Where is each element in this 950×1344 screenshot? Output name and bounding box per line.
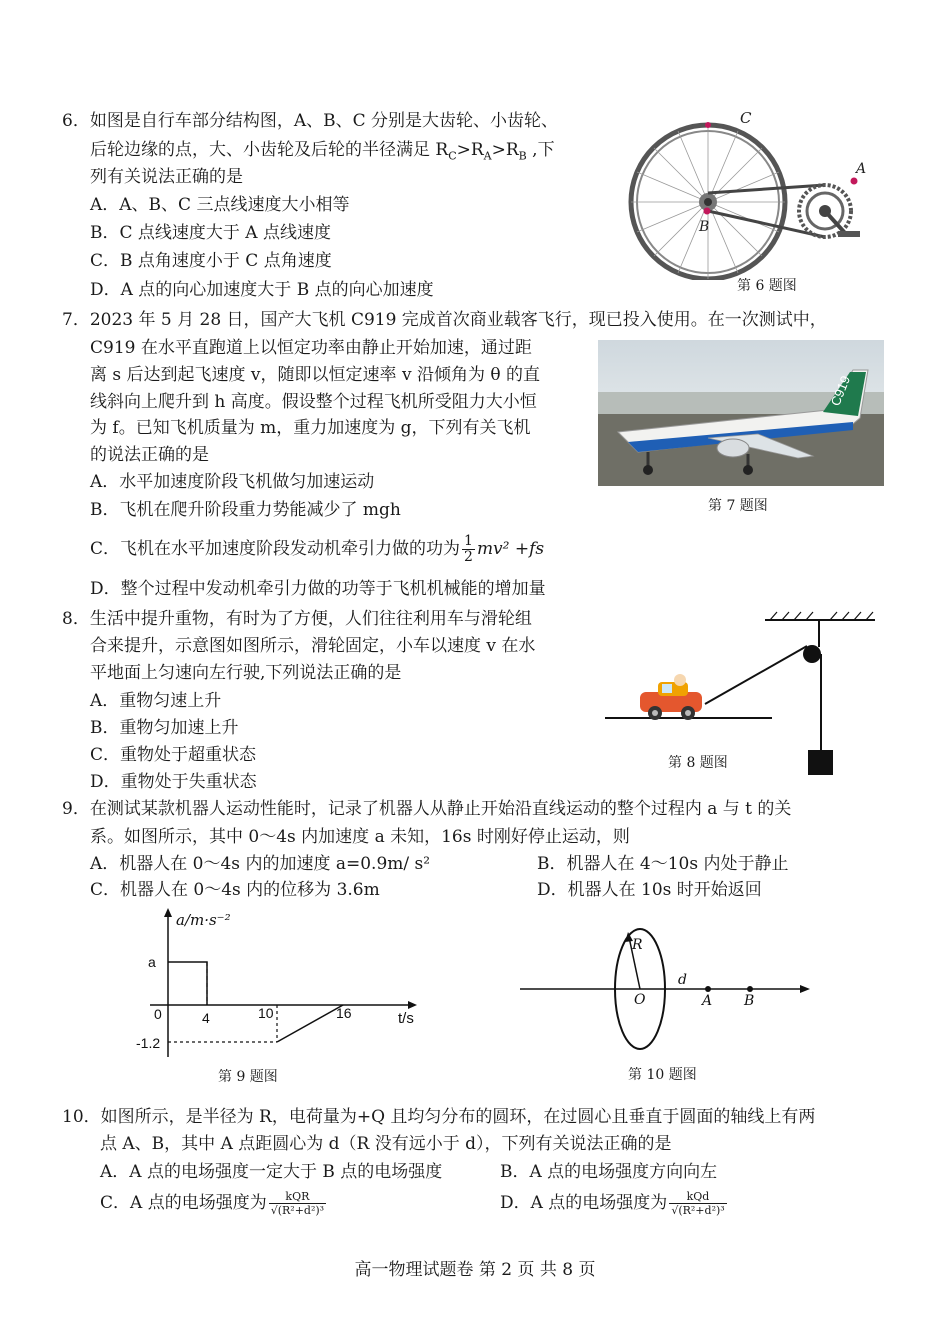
q6-line-2: 后轮边缘的点，大、小齿轮及后轮的半径满足 $R_C>R_A>R_B$ ,下	[90, 140, 555, 163]
q8-option-d: D．重物处于失重状态	[90, 772, 257, 792]
q9-line-2: 系。如图所示，其中 0～4s 内加速度 a 未知，16s 时刚好停止运动，则	[90, 827, 630, 847]
x-tick-10: 10	[258, 1005, 274, 1021]
bicycle-figure	[620, 105, 890, 280]
q8-option-c: C．重物处于超重状态	[90, 745, 257, 765]
q7-option-a: A．水平加速度阶段飞机做匀加速运动	[90, 472, 375, 492]
page-footer: 高一物理试题卷 第 2 页 共 8 页	[354, 1260, 596, 1280]
q10-option-c: C．A 点的电场强度为 $\frac{\text{kQR}}{\text{√(R²+d²)³}}$	[100, 1190, 325, 1217]
q10-option-b: B．A 点的电场强度方向向左	[500, 1162, 718, 1182]
q6-option-d: D．A 点的向心加速度大于 B 点的向心加速度	[90, 280, 434, 300]
q6-option-b: B．C 点线速度大于 A 点线速度	[90, 223, 331, 243]
distance-d-label: d	[678, 972, 687, 988]
q8-line-1: 8．生活中提升重物，有时为了方便，人们往往利用车与滑轮组	[62, 609, 532, 629]
q9-option-a: A．机器人在 0～4s 内的加速度 a=0.9m/ s²	[90, 854, 431, 874]
q7-option-c: C．飞机在水平加速度阶段发动机牵引力做的功为 $\frac{1}{2}$ mv² +fs	[90, 533, 545, 565]
q7-line-5: 为 f。已知飞机质量为 m，重力加速度为 g，下列有关飞机	[90, 418, 531, 438]
q6-option-c: C．B 点角速度小于 C 点角速度	[90, 251, 332, 271]
plane-tail-text: C919	[827, 373, 854, 409]
q10-option-d: D．A 点的电场强度为 $\frac{\text{kQd}}{\text{√(R²+d²)³}}$	[500, 1190, 725, 1217]
y-tick-neg: -1.2	[136, 1035, 161, 1051]
graph-y-axis-label: a/m·s⁻²	[176, 911, 231, 929]
q7-line-6: 的说法正确的是	[90, 445, 209, 465]
q7-line-1: 7．2023 年 5 月 28 日，国产大飞机 C919 完成首次商业载客飞行，现已投入使用。在一次测试中，	[62, 310, 827, 330]
q8-line-3: 平地面上匀速向左行驶,下列说法正确的是	[90, 663, 402, 683]
field-formula-d: $\frac{\text{kQd}}{\text{√(R²+d²)³}}$	[671, 1190, 725, 1217]
q7-option-d: D．整个过程中发动机牵引力做的功等于飞机机械能的增加量	[90, 579, 546, 599]
x-tick-0: 0	[154, 1006, 162, 1022]
q8-option-a: A．重物匀速上升	[90, 691, 222, 711]
charged-ring-figure	[515, 922, 815, 1057]
graph-x-axis-label: t/s	[398, 1010, 414, 1027]
point-b-label: B	[744, 993, 755, 1009]
q9-caption: 第 9 题图	[218, 1069, 278, 1085]
q6-caption: 第 6 题图	[737, 278, 797, 294]
x-tick-16: 16	[336, 1005, 352, 1021]
pulley-car-figure	[600, 600, 890, 780]
q10-option-a: A．A 点的电场强度一定大于 B 点的电场强度	[100, 1162, 443, 1182]
q7-caption: 第 7 题图	[708, 498, 768, 514]
point-a-label: A	[702, 993, 713, 1009]
q7-option-b: B．飞机在爬升阶段重力势能减少了 mgh	[90, 500, 401, 520]
x-tick-4: 4	[202, 1010, 210, 1026]
q9-option-b: B．机器人在 4～10s 内处于静止	[537, 854, 789, 874]
q6-option-a: A．A、B、C 三点线速度大小相等	[90, 195, 350, 215]
ring-center-label: O	[634, 992, 646, 1008]
q7-line-3: 离 s 后达到起飞速度 v，随即以恒定速率 v 沿倾角为 θ 的直	[90, 365, 540, 385]
q8-caption: 第 8 题图	[668, 755, 728, 771]
point-c-label: C	[740, 109, 752, 127]
q6-line-1: 6．如图是自行车部分结构图，A、B、C 分别是大齿轮、小齿轮、	[62, 111, 558, 131]
q7-line-2: C919 在水平直跑道上以恒定功率由静止开始加速，通过距	[90, 338, 532, 358]
q9-option-d: D．机器人在 10s 时开始返回	[537, 880, 762, 900]
q9-line-1: 9．在测试某款机器人运动性能时，记录了机器人从静止开始沿直线运动的整个过程内 a 与 t 的关	[62, 799, 792, 819]
acceleration-time-graph	[130, 905, 430, 1065]
q8-option-b: B．重物匀加速上升	[90, 718, 239, 738]
ring-radius-label: R	[632, 937, 643, 953]
q10-caption: 第 10 题图	[628, 1067, 697, 1083]
q8-line-2: 合来提升，示意图如图所示，滑轮固定，小车以速度 v 在水	[90, 636, 536, 656]
y-tick-a: a	[148, 954, 156, 970]
q10-line-1: 10．如图所示，是半径为 R，电荷量为+Q 且均匀分布的圆环，在过圆心且垂直于圆面的轴线上有两	[62, 1107, 816, 1127]
fraction-one-half: $\frac{1}{2}$	[464, 533, 473, 565]
q7-line-4: 线斜向上爬升到 h 高度。假设整个过程飞机所受阻力大小恒	[90, 392, 537, 412]
q6-line-3: 列有关说法正确的是	[90, 167, 243, 187]
point-a-label: A	[856, 161, 867, 177]
point-b-label: B	[699, 219, 710, 235]
q10-line-2: 点 A、B，其中 A 点距圆心为 d（R 没有远小于 d），下列有关说法正确的是	[100, 1134, 672, 1154]
q9-option-c: C．机器人在 0～4s 内的位移为 3.6m	[90, 880, 380, 900]
c919-airplane-photo	[598, 340, 884, 486]
field-formula-c: $\frac{\text{kQR}}{\text{√(R²+d²)³}}$	[270, 1190, 325, 1217]
